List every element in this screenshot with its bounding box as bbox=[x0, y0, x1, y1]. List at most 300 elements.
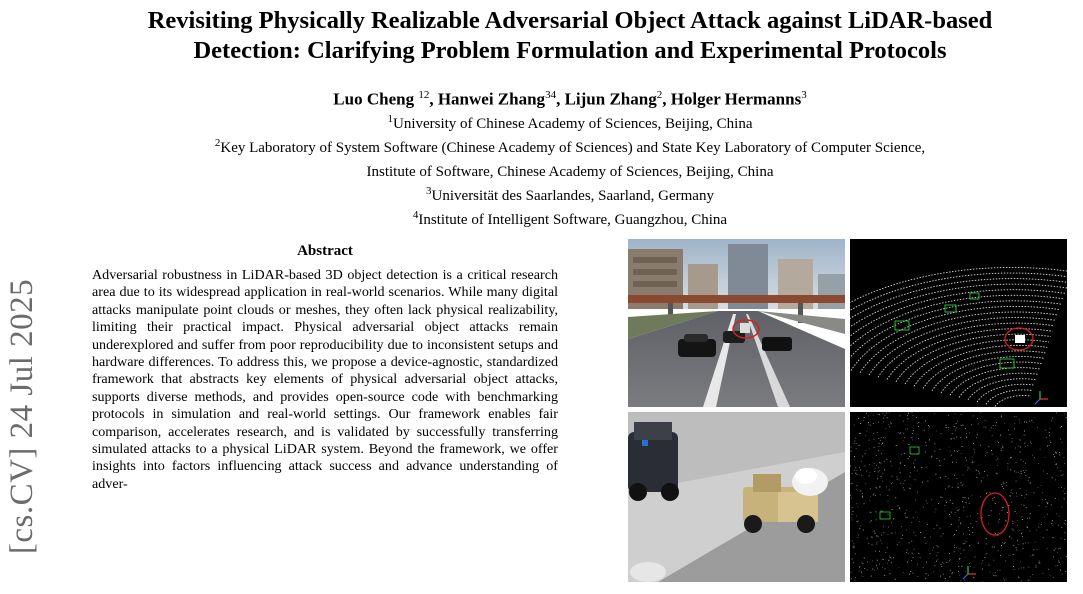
lidar-point bbox=[979, 473, 980, 474]
lidar-point bbox=[948, 415, 949, 416]
author-name: Holger Hermanns bbox=[670, 89, 802, 109]
lidar-point bbox=[996, 473, 997, 474]
lidar-point bbox=[1000, 555, 1001, 556]
lidar-point bbox=[898, 432, 899, 433]
lidar-point bbox=[960, 548, 961, 549]
lidar-point bbox=[901, 538, 902, 539]
lidar-point bbox=[881, 543, 882, 544]
lidar-point bbox=[934, 565, 935, 566]
lidar-point bbox=[852, 559, 853, 560]
lidar-point bbox=[904, 490, 905, 491]
lidar-point bbox=[872, 561, 873, 562]
lidar-point bbox=[859, 571, 860, 572]
teaser-figure bbox=[628, 239, 1067, 582]
lidar-point bbox=[932, 456, 933, 457]
lidar-point bbox=[874, 447, 875, 448]
lidar-point bbox=[995, 572, 996, 573]
lidar-point bbox=[966, 460, 967, 461]
lidar-point bbox=[993, 496, 994, 497]
lidar-point bbox=[1061, 475, 1062, 476]
lidar-point bbox=[870, 488, 871, 489]
lidar-point bbox=[957, 451, 958, 452]
lidar-point bbox=[883, 437, 884, 438]
lidar-point bbox=[958, 450, 959, 451]
lidar-point bbox=[862, 493, 863, 494]
lidar-point bbox=[869, 472, 870, 473]
lidar-point bbox=[900, 472, 901, 473]
lidar-point bbox=[997, 441, 998, 442]
lidar-point bbox=[1041, 485, 1042, 486]
lidar-point bbox=[1037, 427, 1038, 428]
lidar-point bbox=[1026, 490, 1027, 491]
lidar-point bbox=[1049, 445, 1050, 446]
lidar-point bbox=[878, 450, 879, 451]
lidar-point bbox=[917, 471, 918, 472]
lidar-point bbox=[987, 475, 988, 476]
lidar-point bbox=[1036, 530, 1037, 531]
lidar-point bbox=[1058, 487, 1059, 488]
lidar-point bbox=[882, 442, 883, 443]
lidar-point bbox=[1050, 441, 1051, 442]
lidar-point bbox=[863, 530, 864, 531]
lidar-point bbox=[982, 517, 983, 518]
lidar-point bbox=[1013, 530, 1014, 531]
lidar-point bbox=[1023, 461, 1024, 462]
lidar-point bbox=[903, 421, 904, 422]
lidar-point bbox=[978, 424, 979, 425]
lidar-point bbox=[864, 503, 865, 504]
lidar-point bbox=[936, 545, 937, 546]
lidar-point bbox=[890, 461, 891, 462]
lidar-point bbox=[854, 470, 855, 471]
lidar-point bbox=[949, 553, 950, 554]
lidar-point bbox=[1030, 513, 1031, 514]
lidar-point bbox=[1056, 453, 1057, 454]
lidar-point bbox=[869, 464, 870, 465]
lidar-point bbox=[1043, 471, 1044, 472]
lidar-point bbox=[1057, 552, 1058, 553]
lidar-point bbox=[880, 486, 881, 487]
lidar-point bbox=[917, 423, 918, 424]
lidar-point bbox=[1019, 568, 1020, 569]
real-lidar-image bbox=[850, 412, 1067, 582]
lidar-point bbox=[860, 526, 861, 527]
lidar-point bbox=[1034, 417, 1035, 418]
lidar-point bbox=[1001, 417, 1002, 418]
lidar-point bbox=[1061, 527, 1062, 528]
lidar-point bbox=[1062, 574, 1063, 575]
lidar-point bbox=[1002, 446, 1003, 447]
lidar-point bbox=[907, 418, 908, 419]
lidar-point bbox=[912, 573, 913, 574]
lidar-point bbox=[1025, 463, 1026, 464]
lidar-point bbox=[872, 569, 873, 570]
lidar-point bbox=[992, 547, 993, 548]
lidar-point bbox=[868, 416, 869, 417]
lidar-point bbox=[956, 547, 957, 548]
lidar-point bbox=[1017, 525, 1018, 526]
lidar-point bbox=[876, 488, 877, 489]
lidar-point bbox=[958, 526, 959, 527]
lidar-point bbox=[950, 500, 951, 501]
lidar-point bbox=[1019, 419, 1020, 420]
lidar-point bbox=[969, 432, 970, 433]
lidar-point bbox=[862, 563, 863, 564]
lidar-point bbox=[965, 497, 966, 498]
lidar-point bbox=[1058, 500, 1059, 501]
lidar-point bbox=[1002, 507, 1003, 508]
lidar-point bbox=[854, 456, 855, 457]
lidar-point bbox=[985, 557, 986, 558]
lidar-point bbox=[973, 577, 974, 578]
lidar-point bbox=[891, 423, 892, 424]
lidar-point bbox=[986, 538, 987, 539]
lidar-point bbox=[1000, 435, 1001, 436]
lidar-point bbox=[940, 497, 941, 498]
lidar-point bbox=[904, 437, 905, 438]
lidar-point bbox=[1012, 438, 1013, 439]
lidar-point bbox=[852, 520, 853, 521]
lidar-point bbox=[941, 433, 942, 434]
lidar-point bbox=[878, 467, 879, 468]
lidar-point bbox=[900, 433, 901, 434]
lidar-point bbox=[855, 553, 856, 554]
lidar-point bbox=[964, 543, 965, 544]
lidar-point bbox=[956, 462, 957, 463]
lidar-point bbox=[1062, 474, 1063, 475]
lidar-point bbox=[936, 431, 937, 432]
lidar-point bbox=[1054, 456, 1055, 457]
paper-title bbox=[80, 6, 1060, 66]
lidar-point bbox=[966, 433, 967, 434]
lidar-point bbox=[891, 465, 892, 466]
lidar-point bbox=[891, 558, 892, 559]
lidar-point bbox=[972, 457, 973, 458]
lidar-point bbox=[1027, 445, 1028, 446]
affiliation: $^4$Institute of Intelligent Software, Guangzhou, China bbox=[412, 209, 728, 228]
lidar-point bbox=[1011, 492, 1012, 493]
lidar-point bbox=[973, 443, 974, 444]
lidar-point bbox=[981, 482, 982, 483]
lidar-point bbox=[1010, 495, 1011, 496]
lidar-point bbox=[935, 509, 936, 510]
lidar-point bbox=[885, 515, 886, 516]
lidar-point bbox=[1064, 457, 1065, 458]
lidar-point bbox=[972, 532, 973, 533]
lidar-point bbox=[1064, 414, 1065, 415]
lidar-point bbox=[877, 560, 878, 561]
affiliation: Institute of Software, Chinese Academy of Sciences, Beijing, China bbox=[366, 164, 774, 180]
lidar-point bbox=[1032, 455, 1033, 456]
lidar-point bbox=[880, 494, 881, 495]
lidar-point bbox=[1049, 428, 1050, 429]
lidar-point bbox=[912, 433, 913, 434]
lidar-point bbox=[851, 498, 852, 499]
lidar-point bbox=[998, 442, 999, 443]
lidar-point bbox=[909, 456, 910, 457]
lidar-point bbox=[982, 560, 983, 561]
lidar-point bbox=[873, 415, 874, 416]
lidar-point bbox=[933, 571, 934, 572]
lidar-point bbox=[860, 433, 861, 434]
lidar-point bbox=[936, 561, 937, 562]
lidar-point bbox=[942, 562, 943, 563]
lidar-point bbox=[970, 523, 971, 524]
lidar-point bbox=[939, 460, 940, 461]
lidar-point bbox=[1061, 426, 1062, 427]
lidar-point bbox=[1055, 498, 1056, 499]
lidar-point bbox=[903, 440, 904, 441]
lidar-point bbox=[915, 500, 916, 501]
lidar-point bbox=[1003, 483, 1004, 484]
lidar-point bbox=[980, 445, 981, 446]
lidar-point bbox=[1015, 511, 1016, 512]
lidar-point bbox=[905, 429, 906, 430]
lidar-point bbox=[853, 511, 854, 512]
arxiv-stamp-text: [cs.CV] 24 Jul 2025 bbox=[4, 278, 41, 555]
lidar-point bbox=[855, 438, 856, 439]
lidar-point bbox=[875, 468, 876, 469]
lidar-point bbox=[860, 423, 861, 424]
lidar-point bbox=[1030, 482, 1031, 483]
lidar-point bbox=[867, 570, 868, 571]
lidar-point bbox=[1049, 435, 1050, 436]
lidar-point bbox=[1021, 473, 1022, 474]
lidar-point bbox=[873, 494, 874, 495]
lidar-point bbox=[959, 558, 960, 559]
lidar-point bbox=[1012, 523, 1013, 524]
lidar-point bbox=[1016, 496, 1017, 497]
lidar-point bbox=[897, 477, 898, 478]
lidar-point bbox=[1041, 524, 1042, 525]
lidar-point bbox=[1047, 548, 1048, 549]
lidar-point bbox=[851, 451, 852, 452]
lidar-point bbox=[940, 465, 941, 466]
lidar-point bbox=[878, 536, 879, 537]
lidar-point bbox=[972, 527, 973, 528]
lidar-point bbox=[856, 503, 857, 504]
lidar-point bbox=[1005, 561, 1006, 562]
lidar-point bbox=[1023, 470, 1024, 471]
lidar-point bbox=[996, 460, 997, 461]
lidar-point bbox=[856, 489, 857, 490]
lidar-point bbox=[1023, 567, 1024, 568]
lidar-point bbox=[984, 471, 985, 472]
lidar-point bbox=[882, 443, 883, 444]
lidar-point bbox=[935, 474, 936, 475]
lidar-point bbox=[1001, 448, 1002, 449]
lidar-point bbox=[864, 417, 865, 418]
lidar-point bbox=[1014, 423, 1015, 424]
lidar-point bbox=[851, 517, 852, 518]
lidar-point bbox=[1033, 549, 1034, 550]
lidar-point bbox=[1002, 447, 1003, 448]
lidar-point bbox=[941, 566, 942, 567]
lidar-point bbox=[992, 500, 993, 501]
lidar-point bbox=[964, 580, 965, 581]
lidar-point bbox=[955, 430, 956, 431]
lidar-point bbox=[1052, 520, 1053, 521]
lidar-point bbox=[1002, 486, 1003, 487]
lidar-point bbox=[915, 460, 916, 461]
lidar-point bbox=[981, 563, 982, 564]
lidar-point bbox=[1016, 550, 1017, 551]
lidar-point bbox=[967, 516, 968, 517]
lidar-point bbox=[907, 550, 908, 551]
lidar-point bbox=[882, 511, 883, 512]
lidar-point bbox=[881, 444, 882, 445]
lidar-point bbox=[904, 480, 905, 481]
lidar-point bbox=[909, 574, 910, 575]
lidar-point bbox=[919, 521, 920, 522]
lidar-point bbox=[998, 532, 999, 533]
figure-panel-sim-camera bbox=[628, 239, 845, 407]
lidar-point bbox=[963, 507, 964, 508]
lidar-point bbox=[965, 457, 966, 458]
lidar-point bbox=[986, 554, 987, 555]
lidar-point bbox=[1046, 437, 1047, 438]
lidar-point bbox=[983, 427, 984, 428]
lidar-point bbox=[866, 471, 867, 472]
lidar-point bbox=[1058, 561, 1059, 562]
lidar-point bbox=[898, 505, 899, 506]
lidar-point bbox=[1025, 543, 1026, 544]
lidar-point bbox=[1006, 521, 1007, 522]
lidar-point bbox=[903, 487, 904, 488]
lidar-point bbox=[1033, 554, 1034, 555]
lidar-point bbox=[976, 470, 977, 471]
lidar-point bbox=[891, 483, 892, 484]
lidar-point bbox=[993, 560, 994, 561]
lidar-point bbox=[1054, 550, 1055, 551]
lidar-point bbox=[852, 507, 853, 508]
lidar-point bbox=[876, 519, 877, 520]
lidar-point bbox=[1038, 527, 1039, 528]
lidar-point bbox=[881, 476, 882, 477]
lidar-point bbox=[926, 562, 927, 563]
lidar-point bbox=[1060, 564, 1061, 565]
lidar-point bbox=[851, 578, 852, 579]
lidar-point bbox=[969, 545, 970, 546]
lidar-point bbox=[1044, 517, 1045, 518]
lidar-point bbox=[1006, 578, 1007, 579]
lidar-point bbox=[925, 451, 926, 452]
lidar-point bbox=[944, 459, 945, 460]
lidar-point bbox=[890, 573, 891, 574]
lidar-point bbox=[1013, 554, 1014, 555]
lidar-point bbox=[940, 576, 941, 577]
lidar-point bbox=[954, 547, 955, 548]
lidar-point bbox=[899, 468, 900, 469]
affiliation: $^3$Universität des Saarlandes, Saarland, Germany bbox=[426, 185, 714, 204]
lidar-point bbox=[883, 421, 884, 422]
lidar-point bbox=[1053, 537, 1054, 538]
lidar-point bbox=[999, 513, 1000, 514]
lidar-point bbox=[902, 535, 903, 536]
lidar-point bbox=[918, 553, 919, 554]
lidar-point bbox=[920, 557, 921, 558]
lidar-point bbox=[852, 514, 853, 515]
lidar-point bbox=[993, 425, 994, 426]
lidar-point bbox=[1050, 442, 1051, 443]
lidar-point bbox=[963, 484, 964, 485]
lidar-point bbox=[882, 481, 883, 482]
lidar-point bbox=[899, 542, 900, 543]
lidar-point bbox=[887, 501, 888, 502]
affiliation: $^1$University of Chinese Academy of Sciences, Beijing, China bbox=[387, 113, 753, 132]
lidar-point bbox=[858, 521, 859, 522]
lidar-point bbox=[889, 426, 890, 427]
lidar-point bbox=[960, 522, 961, 523]
lidar-point bbox=[1016, 462, 1017, 463]
lidar-point bbox=[1006, 485, 1007, 486]
lidar-point bbox=[1012, 441, 1013, 442]
lidar-point bbox=[1028, 580, 1029, 581]
lidar-point bbox=[934, 528, 935, 529]
lidar-point bbox=[1047, 502, 1048, 503]
lidar-point bbox=[1024, 505, 1025, 506]
lidar-point bbox=[1024, 443, 1025, 444]
lidar-point bbox=[1028, 542, 1029, 543]
lidar-point bbox=[954, 426, 955, 427]
lidar-point bbox=[986, 544, 987, 545]
lidar-point bbox=[1055, 566, 1056, 567]
lidar-point bbox=[893, 518, 894, 519]
lidar-point bbox=[854, 443, 855, 444]
lidar-point bbox=[996, 422, 997, 423]
lidar-point bbox=[870, 425, 871, 426]
lidar-point bbox=[1055, 452, 1056, 453]
lidar-point bbox=[1039, 561, 1040, 562]
lidar-point bbox=[875, 487, 876, 488]
lidar-point bbox=[857, 485, 858, 486]
lidar-point bbox=[1004, 525, 1005, 526]
lidar-point bbox=[951, 524, 952, 525]
lidar-point bbox=[1056, 513, 1057, 514]
lidar-point bbox=[871, 536, 872, 537]
lidar-point bbox=[875, 533, 876, 534]
lidar-point bbox=[898, 567, 899, 568]
lidar-point bbox=[1031, 443, 1032, 444]
lidar-point bbox=[877, 568, 878, 569]
lidar-point bbox=[1003, 482, 1004, 483]
lidar-point bbox=[1029, 579, 1030, 580]
lidar-point bbox=[899, 507, 900, 508]
author-name: Lijun Zhang bbox=[564, 89, 657, 109]
lidar-point bbox=[948, 478, 949, 479]
lidar-point bbox=[1055, 479, 1056, 480]
lidar-point bbox=[850, 495, 851, 496]
lidar-point bbox=[1057, 565, 1058, 566]
lidar-point bbox=[883, 418, 884, 419]
lidar-point bbox=[952, 462, 953, 463]
lidar-point bbox=[957, 421, 958, 422]
lidar-point bbox=[1034, 492, 1035, 493]
lidar-point bbox=[1032, 555, 1033, 556]
lidar-point bbox=[949, 486, 950, 487]
lidar-point bbox=[883, 526, 884, 527]
lidar-point bbox=[927, 524, 928, 525]
lidar-point bbox=[994, 575, 995, 576]
lidar-point bbox=[859, 433, 860, 434]
author-name: Luo Cheng bbox=[333, 89, 415, 109]
lidar-point bbox=[885, 415, 886, 416]
lidar-point bbox=[1047, 446, 1048, 447]
lidar-point bbox=[968, 467, 969, 468]
lidar-point bbox=[883, 559, 884, 560]
lidar-point bbox=[879, 446, 880, 447]
lidar-point bbox=[987, 421, 988, 422]
